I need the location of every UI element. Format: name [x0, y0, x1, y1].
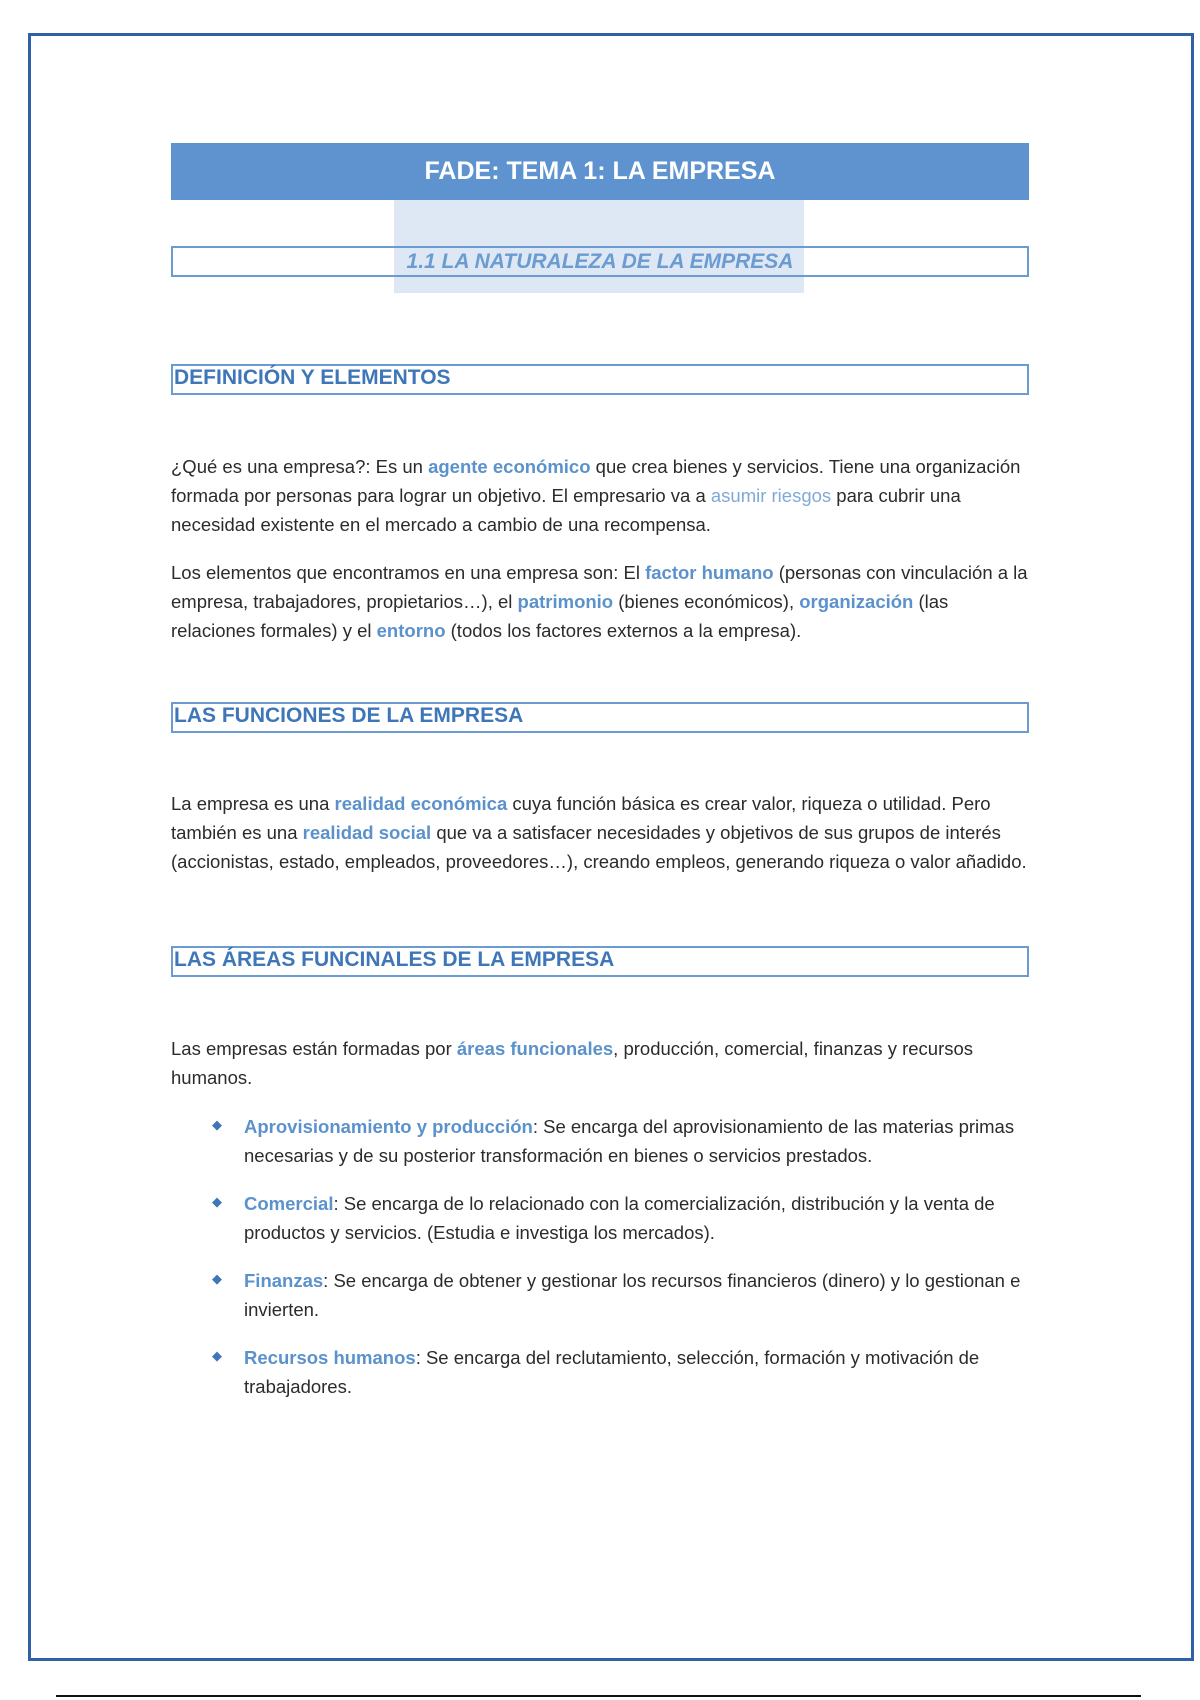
list-item: [212, 1112, 1029, 1170]
list-item: [212, 1266, 1029, 1324]
text-run: (todos los factores externos a la empresa).: [445, 620, 802, 641]
highlight-term: organización: [799, 591, 914, 612]
highlight-term: Finanzas: [244, 1270, 324, 1291]
list-item: [212, 1189, 1029, 1247]
text-run: Las empresas están formadas por: [171, 1038, 457, 1059]
section-heading-text: DEFINICIÓN Y ELEMENTOS: [174, 366, 451, 389]
text-run: La empresa es una: [171, 793, 335, 814]
diamond-bullet-icon: ◆: [212, 1194, 222, 1209]
text-run: Los elementos que encontramos en una empresa son: El: [171, 562, 646, 583]
text-run: : Se encarga del aprovisionamiento de las materias primas necesarias y de su posterior transformación en bienes o servicios prestados.: [244, 1116, 1015, 1166]
subtitle-area: [171, 200, 1029, 293]
subtitle-box: [171, 246, 1029, 277]
diamond-bullet-icon: ◆: [212, 1348, 222, 1363]
text-run: : Se encarga de obtener y gestionar los recursos financieros (dinero) y lo gestionan e invierten.: [244, 1270, 1021, 1320]
paragraph-funciones: [171, 789, 1029, 876]
section-heading-text: LAS FUNCIONES DE LA EMPRESA: [174, 704, 524, 727]
text-run: para cubrir una necesidad existente en el mercado a cambio de una recompensa.: [171, 485, 961, 535]
subtitle: 1.1 LA NATURALEZA DE LA EMPRESA: [406, 249, 794, 273]
highlight-term: realidad social: [302, 822, 432, 843]
text-run: (las relaciones formales) y el: [171, 591, 949, 641]
document-content: [171, 143, 1029, 1420]
highlight-term: asumir riesgos: [710, 485, 832, 506]
highlight-term: Recursos humanos: [244, 1347, 416, 1368]
highlight-term: entorno: [376, 620, 446, 641]
diamond-bullet-icon: ◆: [212, 1271, 222, 1286]
highlight-term: patrimonio: [517, 591, 614, 612]
highlight-term: Aprovisionamiento y producción: [244, 1116, 533, 1137]
paragraph-elementos: [171, 558, 1029, 645]
footer-rule: [56, 1695, 1141, 1697]
text-run: : Se encarga del reclutamiento, selección, formación y motivación de trabajadores.: [244, 1347, 980, 1397]
section-heading-text: LAS ÁREAS FUNCINALES DE LA EMPRESA: [174, 948, 615, 971]
text-run: : Se encarga de lo relacionado con la comercialización, distribución y la venta de productos y servicios. (Estudia e investiga los mercados).: [244, 1193, 995, 1243]
diamond-bullet-icon: ◆: [212, 1117, 222, 1132]
paragraph-definicion: [171, 452, 1029, 539]
section-heading-areas: [171, 946, 1029, 977]
highlight-term: factor humano: [645, 562, 774, 583]
highlight-term: áreas funcionales: [456, 1038, 614, 1059]
section-heading-funciones: [171, 702, 1029, 733]
paragraph-areas: [171, 1034, 1029, 1092]
text-run: ¿Qué es una empresa?: Es un: [171, 456, 429, 477]
section-heading-definicion: [171, 364, 1029, 395]
text-run: (bienes económicos),: [613, 591, 800, 612]
highlight-term: Comercial: [244, 1193, 334, 1214]
main-title-banner: [171, 143, 1029, 200]
highlight-term: agente económico: [428, 456, 591, 477]
text-run: cuya función básica es crear valor, riqueza o utilidad. Pero también es una: [171, 793, 991, 843]
areas-list: [171, 1112, 1029, 1401]
list-item: [212, 1343, 1029, 1401]
main-title: FADE: TEMA 1: LA EMPRESA: [424, 157, 776, 185]
text-run: , producción, comercial, finanzas y recursos humanos.: [171, 1038, 974, 1088]
text-run: (personas con vinculación a la empresa, trabajadores, propietarios…), el: [171, 562, 1028, 612]
text-run: que va a satisfacer necesidades y objetivos de sus grupos de interés (accionistas, estado, empleados, proveedores…), creando empleos, generando riqueza o valor añadido.: [171, 822, 1027, 872]
highlight-term: realidad económica: [334, 793, 508, 814]
text-run: que crea bienes y servicios. Tiene una organización formada por personas para lograr un objetivo. El empresario va a: [171, 456, 1021, 506]
